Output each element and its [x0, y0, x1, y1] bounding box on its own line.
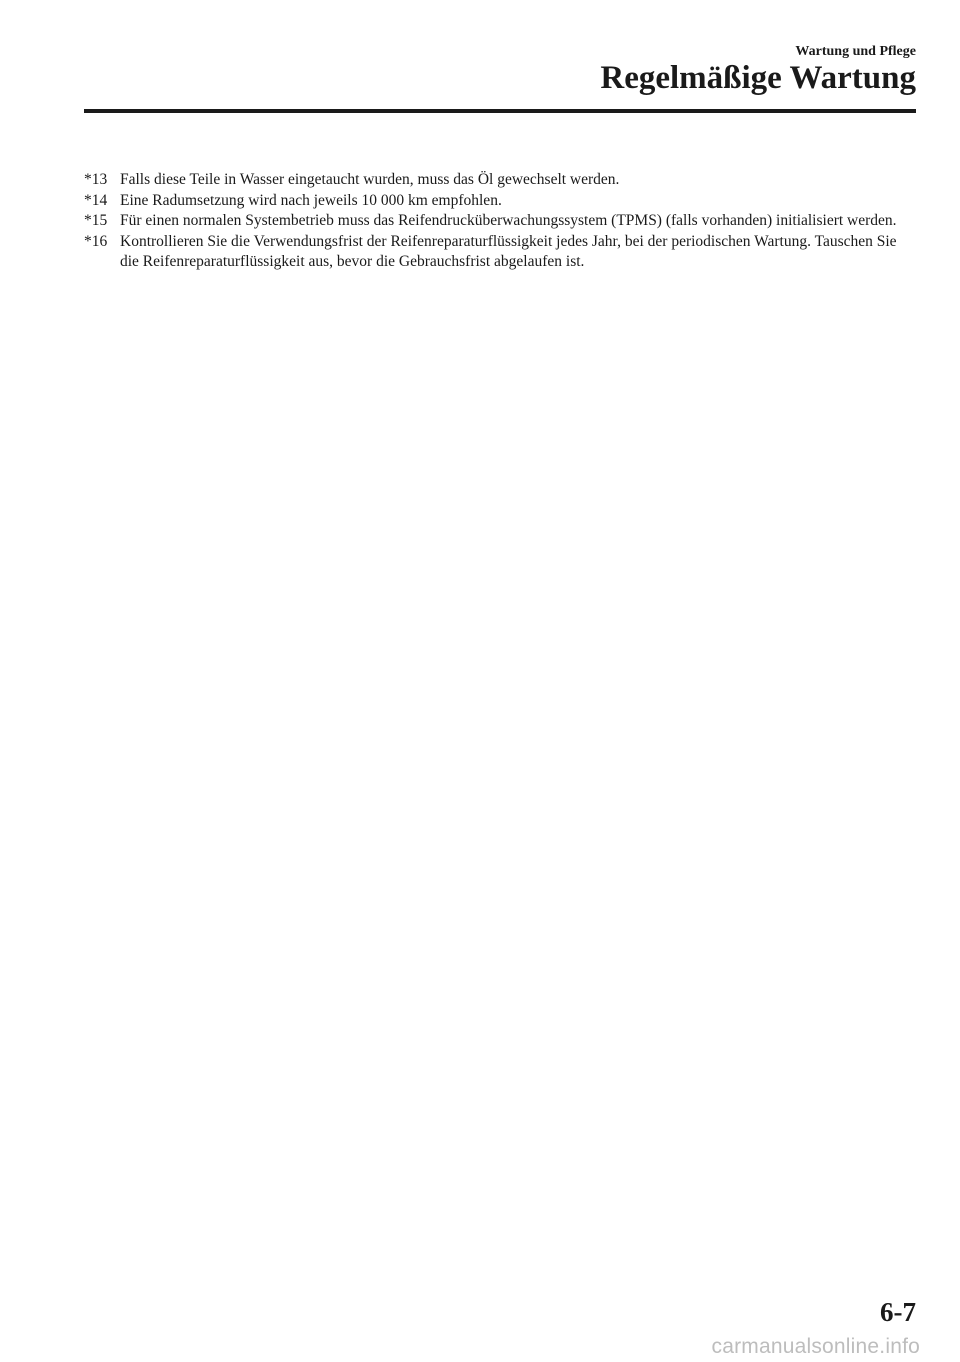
- section-name: Wartung und Pflege: [795, 44, 916, 59]
- header-divider: [84, 109, 916, 113]
- footnote-marker: *14: [84, 191, 108, 209]
- footnote-text: Eine Radumsetzung wird nach jeweils 10 000 km empfohlen.: [120, 191, 502, 209]
- footnote-text: Für einen normalen Systembetrieb muss das Reifendrucküberwachungssystem (TPMS) (falls vorhanden) initialisiert werden.: [120, 212, 897, 229]
- footnote-marker: *13: [84, 171, 108, 188]
- page-title: Regelmäßige Wartung: [600, 60, 916, 96]
- footnote-marker: *16: [84, 232, 108, 250]
- footnote-13: [84, 170, 904, 191]
- footnote-text: Kontrollieren Sie die Verwendungsfrist der Reifenreparaturflüssigkeit jedes Jahr, bei der periodischen Wartung. Tauschen Sie die Reifenreparaturflüssigkeit aus, bevor die Gebrauchsfrist abgelaufen ist.: [120, 232, 897, 270]
- footnote-14: [84, 191, 904, 212]
- footnote-marker: *15: [84, 212, 108, 229]
- footnote-list: [84, 170, 904, 273]
- footnote-16: [84, 232, 904, 273]
- footnote-text: Falls diese Teile in Wasser eingetaucht wurden, muss das Öl gewechselt werden.: [120, 171, 620, 188]
- footnote-15: [84, 211, 904, 232]
- page-number: 6-7: [880, 1297, 916, 1327]
- watermark-text: carmanualsonline.info: [711, 1335, 920, 1358]
